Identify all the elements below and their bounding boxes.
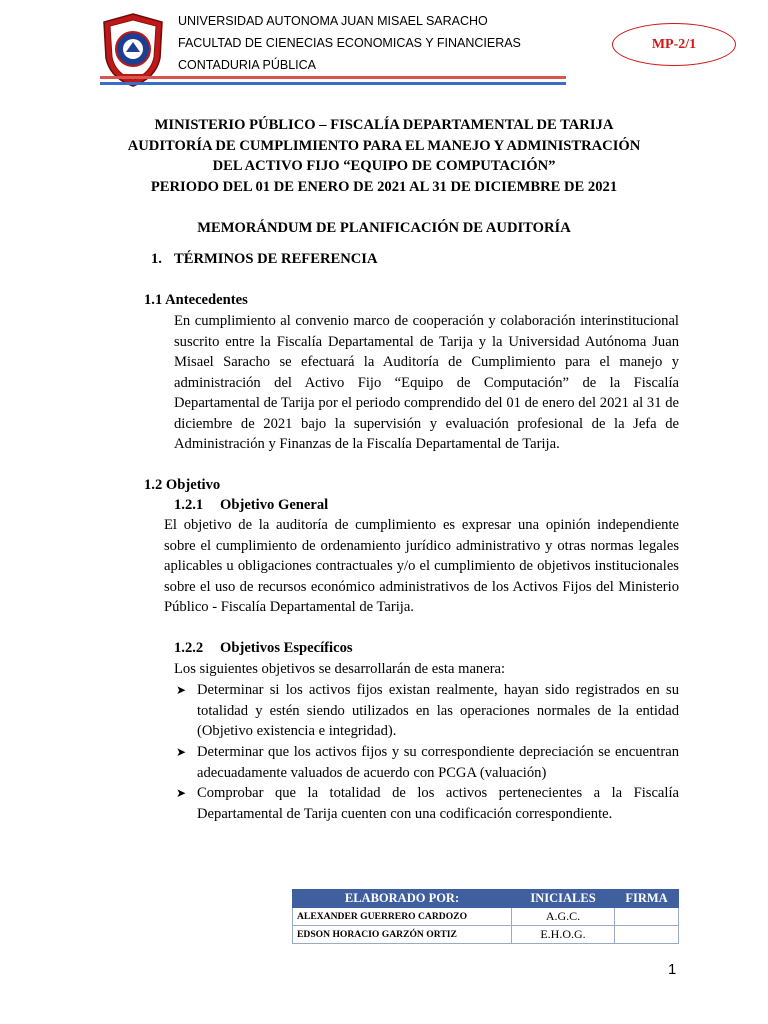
objetivos-especificos-number: 1.2.2 (174, 640, 204, 656)
arrowhead-bullet-icon: ➤ (176, 745, 187, 759)
signer-initials: E.H.O.G. (512, 926, 615, 944)
signer-initials: A.G.C. (512, 908, 615, 926)
title-line-3: DEL ACTIVO FIJO “EQUIPO DE COMPUTACIÓN” (212, 158, 556, 174)
header-elaborado-por: ELABORADO POR: (293, 890, 512, 908)
signature-table-header (293, 890, 679, 908)
objetivo-general-title: Objetivo General (220, 497, 329, 513)
page-number: 1 (668, 961, 677, 978)
signature-table (292, 889, 679, 944)
objective-bullet-2: Determinar que los activos fijos y su correspondiente depreciación se encuentran adecuadamente valuados de acuerdo con PCGA (valuación) (197, 744, 679, 781)
objetivos-especificos-intro: Los siguientes objetivos se desarrollarán de esta manera: (174, 661, 506, 677)
document-code-badge (612, 23, 736, 66)
antecedentes-heading: 1.1 Antecedentes (144, 292, 248, 308)
title-line-2: AUDITORÍA DE CUMPLIMIENTO PARA EL MANEJO Y ADMINISTRACIÓN (127, 138, 641, 154)
objetivo-general-number: 1.2.1 (174, 497, 204, 513)
title-line-1: MINISTERIO PÚBLICO – FISCALÍA DEPARTAMENTAL DE TARIJA (154, 117, 614, 133)
arrowhead-bullet-icon: ➤ (176, 683, 187, 697)
signer-name: EDSON HORACIO GARZÓN ORTIZ (293, 926, 512, 944)
arrowhead-bullet-icon: ➤ (176, 786, 187, 800)
header-stripe-red (100, 76, 566, 79)
header-firma: FIRMA (615, 890, 679, 908)
university-name: UNIVERSIDAD AUTONOMA JUAN MISAEL SARACHO (178, 14, 488, 28)
objetivos-especificos-title: Objetivos Específicos (220, 640, 353, 656)
title-line-4: PERIODO DEL 01 DE ENERO DE 2021 AL 31 DE DICIEMBRE DE 2021 (150, 179, 618, 195)
signer-name: ALEXANDER GUERRERO CARDOZO (293, 908, 512, 926)
section-number: 1. (151, 251, 162, 267)
faculty-name: FACULTAD DE CIENECIAS ECONOMICAS Y FINANCIERAS (178, 36, 521, 50)
career-name: CONTADURIA PÚBLICA (178, 58, 316, 72)
signer-signature (615, 908, 679, 926)
signer-signature (615, 926, 679, 944)
document-code: MP-2/1 (651, 36, 697, 52)
memo-title: MEMORÁNDUM DE PLANIFICACIÓN DE AUDITORÍA (197, 220, 571, 236)
header-stripe-blue (100, 82, 566, 85)
objetivo-heading: 1.2 Objetivo (144, 477, 221, 493)
table-row (293, 908, 679, 926)
header-iniciales: INICIALES (512, 890, 615, 908)
objective-bullet-1: Determinar si los activos fijos existan realmente, hayan sido registrados en su totalidad y estén siendo utilizados en las operaciones normales de la entidad (Objetivo existencia e integridad). (197, 682, 679, 739)
section-title: TÉRMINOS DE REFERENCIA (174, 251, 378, 267)
table-row (293, 926, 679, 944)
objective-bullet-3: Comprobar que la totalidad de los activos pertenecientes a la Fiscalía Departamental de Tarija cuenten con una codificación correspondiente. (197, 785, 679, 822)
objetivo-general-paragraph: El objetivo de la auditoría de cumplimiento es expresar una opinión independiente sobre el cumplimiento de ordenamiento jurídico administrativo y otras normas legales aplicables u obligaciones contractuales y/o el cumplimiento de objetivos institucionales sobre el uso de recursos económico administrativos de los Activos Fijos del Ministerio Público - Fiscalía Departamental de Tarija. (164, 517, 679, 615)
antecedentes-paragraph: En cumplimiento al convenio marco de cooperación y colaboración interinstitucional suscrito entre la Fiscalía Departamental de Tarija y la Universidad Autónoma Juan Misael Saracho se efectuará la Auditoría de Cumplimiento para el manejo y administración del Activo Fijo “Equipo de Computación” de la Fiscalía Departamental de Tarija por el periodo comprendido del 01 de enero del 2021 al 31 de diciembre de 2021 bajo la supervisión y evaluación profesional de la Jefa de Administración y Finanzas de la Fiscalía Departamental de Tarija. (174, 313, 679, 452)
